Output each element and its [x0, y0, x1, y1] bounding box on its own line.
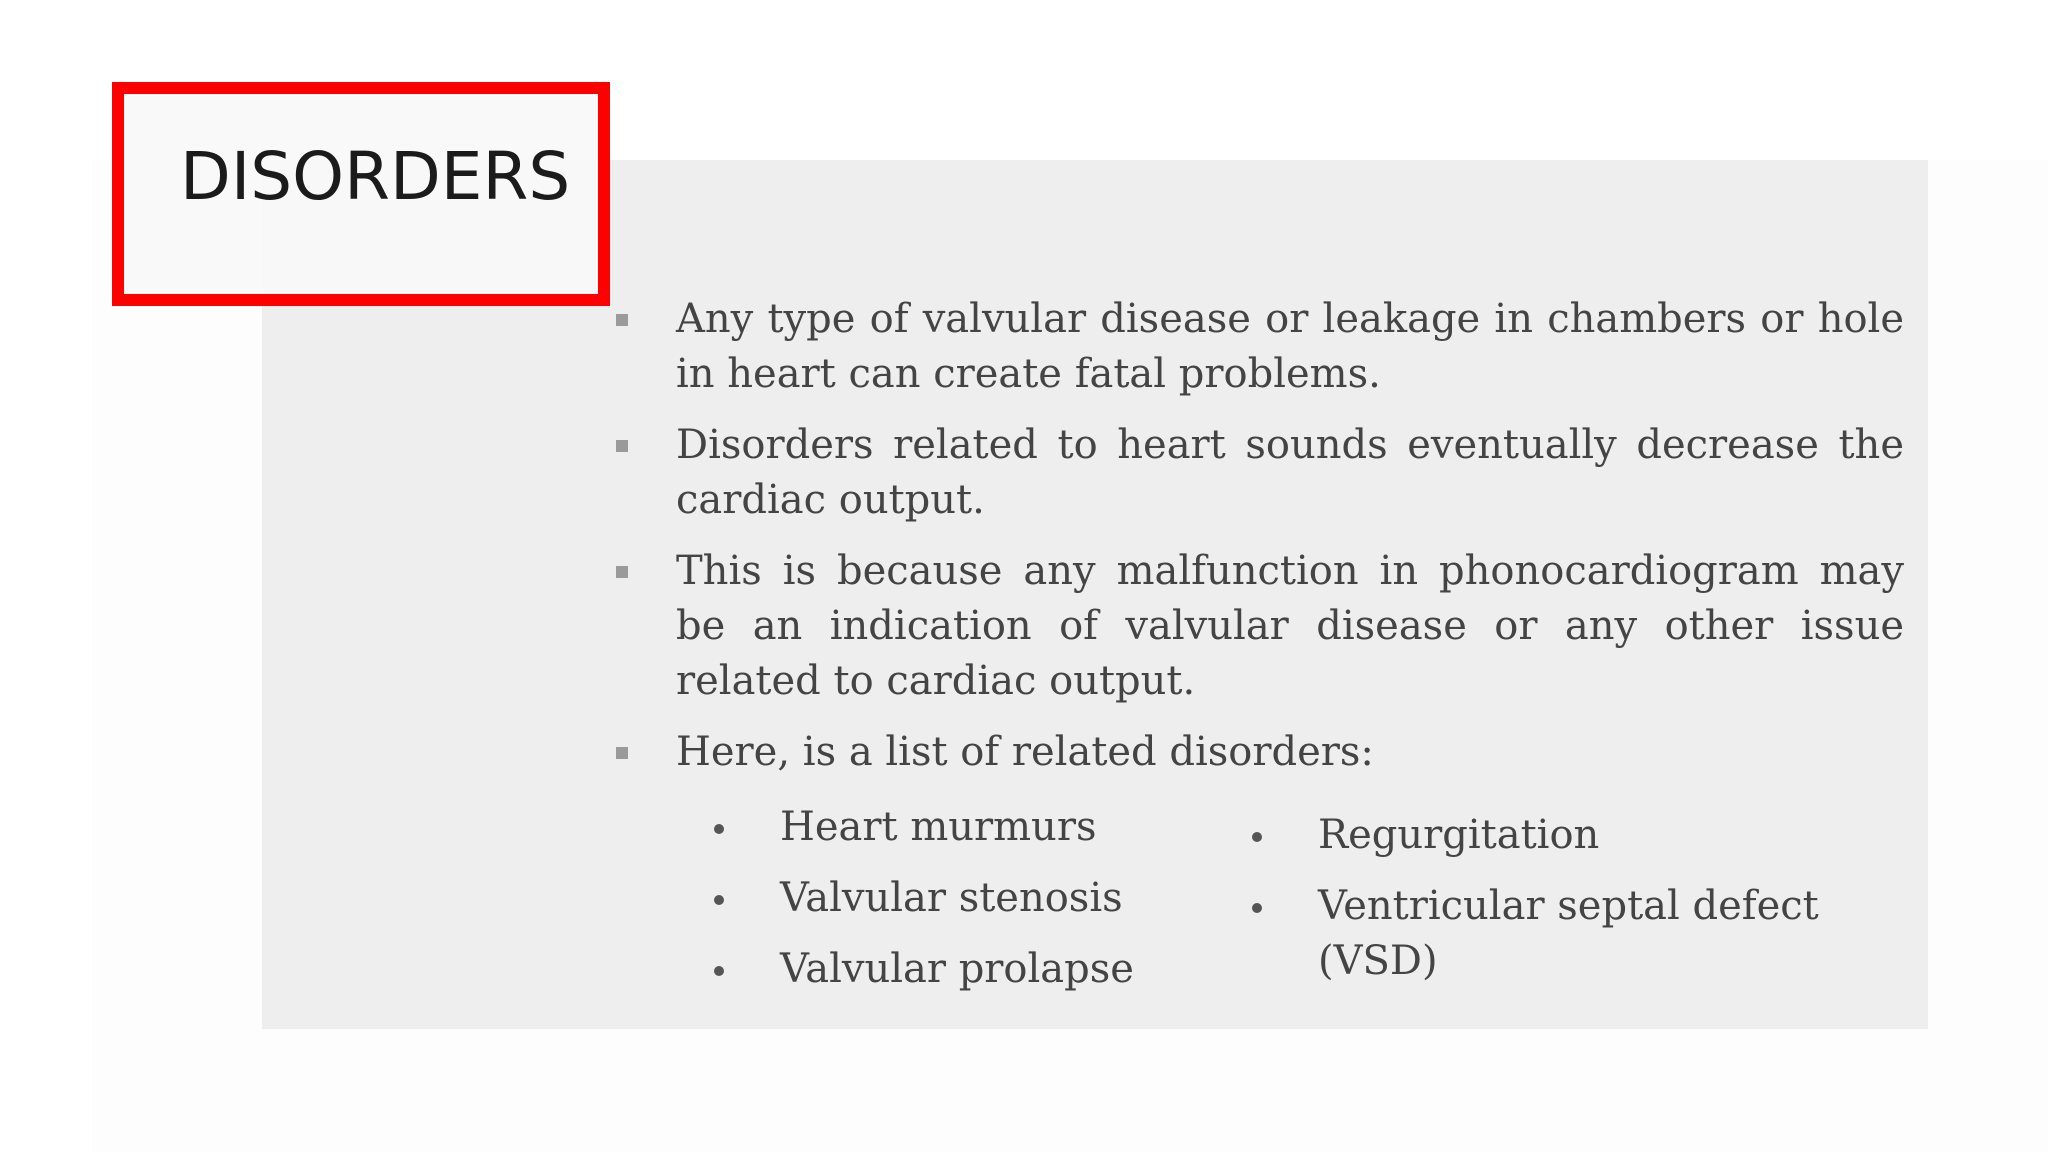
square-bullet-icon: [616, 440, 628, 452]
disorders-list: [612, 800, 1904, 1010]
disorder-item: [714, 871, 1194, 926]
disorder-name: Ventricular septal defect (VSD): [1318, 883, 1819, 984]
bullet-text: Any type of valvular disease or leakage in chambers or hole in heart can create fatal problems.: [676, 296, 1904, 397]
slide-title: DISORDERS: [180, 138, 571, 215]
dot-bullet-icon: [1252, 832, 1262, 842]
square-bullet-icon: [616, 566, 628, 578]
bullet-item: [612, 544, 1904, 709]
dot-bullet-icon: [714, 966, 724, 976]
dot-bullet-icon: [714, 824, 724, 834]
square-bullet-icon: [616, 314, 628, 326]
disorder-name: Regurgitation: [1318, 812, 1600, 858]
disorder-name: Valvular prolapse: [780, 946, 1134, 992]
disorder-item: [1252, 808, 1912, 863]
title-box: [112, 82, 610, 306]
disorder-item: [714, 800, 1194, 855]
square-bullet-icon: [616, 747, 628, 759]
bullet-text: This is because any malfunction in phonocardiogram may be an indication of valvular disease or any other issue related to cardiac output.: [676, 548, 1904, 704]
disorders-column-right: [1252, 808, 1912, 1005]
disorder-name: Valvular stenosis: [780, 875, 1123, 921]
disorder-item: [1252, 879, 1912, 989]
disorders-column-left: [714, 800, 1194, 1013]
bullet-text: Here, is a list of related disorders:: [676, 729, 1374, 775]
disorder-item: [714, 942, 1194, 997]
disorder-name: Heart murmurs: [780, 804, 1097, 850]
bullet-item: [612, 725, 1904, 780]
bullet-item: [612, 292, 1904, 402]
dot-bullet-icon: [714, 895, 724, 905]
dot-bullet-icon: [1252, 903, 1262, 913]
bullet-text: Disorders related to heart sounds eventually decrease the cardiac output.: [676, 422, 1904, 523]
bullet-list: [612, 292, 1904, 796]
bullet-item: [612, 418, 1904, 528]
